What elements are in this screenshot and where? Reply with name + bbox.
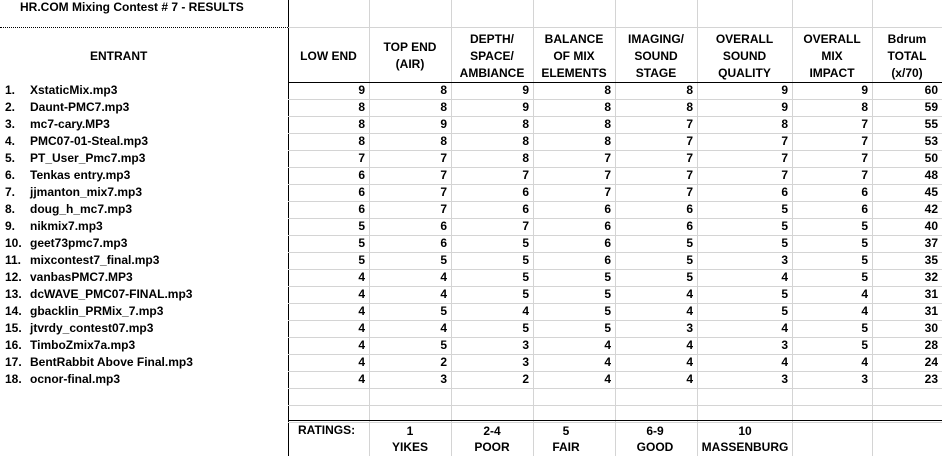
total-score-cell: 32 [924, 270, 938, 284]
score-cell: 8 [440, 134, 447, 148]
row-number: 2. [5, 100, 16, 114]
score-cell: 4 [781, 355, 788, 369]
column-header-line: IMPACT [809, 65, 855, 80]
table-row [0, 303, 942, 320]
score-cell: 5 [440, 253, 447, 267]
row-number: 7. [5, 185, 16, 199]
score-cell: 4 [861, 355, 868, 369]
score-cell: 6 [522, 202, 529, 216]
score-cell: 6 [440, 219, 447, 233]
score-cell: 4 [358, 355, 365, 369]
title-divider [0, 27, 288, 28]
score-cell: 7 [781, 168, 788, 182]
row-number: 15. [5, 321, 22, 335]
entrant-name: PMC07-01-Steal.mp3 [30, 134, 149, 148]
score-cell: 5 [781, 202, 788, 216]
score-cell: 4 [358, 338, 365, 352]
column-header-line: BALANCE [544, 31, 604, 46]
entrant-name: doug_h_mc7.mp3 [30, 202, 133, 216]
score-cell: 8 [522, 151, 529, 165]
score-cell: 9 [440, 117, 447, 131]
score-cell: 6 [861, 202, 868, 216]
score-cell: 6 [358, 168, 365, 182]
score-cell: 5 [781, 236, 788, 250]
score-cell: 5 [781, 304, 788, 318]
score-cell: 8 [358, 100, 365, 114]
column-header-line: SPACE/ [470, 48, 514, 63]
rating-value: 10 [738, 424, 752, 438]
score-cell: 5 [358, 219, 365, 233]
score-cell: 3 [781, 253, 788, 267]
table-row [0, 337, 942, 354]
rating-word: GOOD [636, 440, 674, 454]
score-cell: 9 [358, 83, 365, 97]
table-row [0, 150, 942, 167]
score-cell: 4 [861, 304, 868, 318]
score-cell: 7 [686, 185, 693, 199]
column-header-line: SOUND [634, 48, 678, 63]
row-number: 13. [5, 287, 22, 301]
score-cell: 7 [358, 151, 365, 165]
entrant-name: geet73pmc7.mp3 [30, 236, 128, 250]
column-header-line: Bdrum [887, 31, 927, 46]
entrant-name: Daunt-PMC7.mp3 [30, 100, 130, 114]
total-score-cell: 35 [924, 253, 938, 267]
score-cell: 4 [440, 270, 447, 284]
total-score-cell: 42 [924, 202, 938, 216]
score-cell: 6 [440, 236, 447, 250]
table-row [0, 116, 942, 133]
score-cell: 5 [781, 219, 788, 233]
table-row [0, 133, 942, 150]
entrant-name: dcWAVE_PMC07-FINAL.mp3 [30, 287, 193, 301]
sheet-title: HR.COM Mixing Contest # 7 - RESULTS [20, 0, 244, 14]
score-cell: 6 [686, 219, 693, 233]
entrant-name: BentRabbit Above Final.mp3 [30, 355, 193, 369]
score-cell: 7 [604, 185, 611, 199]
rating-word: POOR [474, 440, 510, 454]
score-cell: 3 [522, 355, 529, 369]
score-cell: 3 [861, 372, 868, 386]
table-row [0, 371, 942, 388]
total-score-cell: 40 [924, 219, 938, 233]
score-cell: 3 [781, 372, 788, 386]
column-header-line: TOTAL [887, 48, 927, 63]
total-score-cell: 37 [924, 236, 938, 250]
score-cell: 4 [358, 372, 365, 386]
row-number: 8. [5, 202, 16, 216]
score-cell: 7 [604, 168, 611, 182]
entrant-name: mixcontest7_final.mp3 [30, 253, 160, 267]
total-score-cell: 53 [924, 134, 938, 148]
score-cell: 7 [440, 202, 447, 216]
score-cell: 5 [861, 270, 868, 284]
score-cell: 5 [522, 270, 529, 284]
score-cell: 6 [358, 185, 365, 199]
score-cell: 5 [522, 321, 529, 335]
score-cell: 5 [861, 338, 868, 352]
score-cell: 8 [604, 117, 611, 131]
score-cell: 7 [861, 168, 868, 182]
score-cell: 4 [686, 287, 693, 301]
score-cell: 7 [686, 151, 693, 165]
column-header-line: OVERALL [715, 31, 774, 46]
total-score-cell: 55 [924, 117, 938, 131]
column-header-line: MIX [821, 48, 843, 63]
column-header [369, 30, 451, 82]
table-row [0, 354, 942, 371]
entrant-name: vanbasPMC7.MP3 [30, 270, 133, 284]
column-header-line: OF MIX [553, 48, 595, 63]
score-cell: 6 [861, 185, 868, 199]
score-cell: 9 [861, 83, 868, 97]
column-header [615, 30, 697, 82]
rating-value: 5 [562, 424, 570, 438]
row-number: 17. [5, 355, 22, 369]
entrant-name: mc7-cary.MP3 [30, 117, 110, 131]
score-cell: 4 [604, 372, 611, 386]
entrant-name: gbacklin_PRMix_7.mp3 [30, 304, 164, 318]
score-cell: 9 [522, 83, 529, 97]
row-number: 5. [5, 151, 16, 165]
total-score-cell: 24 [924, 355, 938, 369]
column-header-line: (x/70) [891, 65, 923, 80]
table-row [0, 235, 942, 252]
score-cell: 4 [861, 287, 868, 301]
score-cell: 7 [440, 151, 447, 165]
total-score-cell: 48 [924, 168, 938, 182]
entrant-name: XstaticMix.mp3 [30, 83, 118, 97]
score-cell: 4 [781, 321, 788, 335]
score-cell: 8 [604, 83, 611, 97]
entrant-name: ocnor-final.mp3 [30, 372, 121, 386]
entrant-name: TimboZmix7a.mp3 [30, 338, 136, 352]
entrant-name: jjmanton_mix7.mp3 [30, 185, 143, 199]
score-cell: 5 [604, 287, 611, 301]
row-number: 16. [5, 338, 22, 352]
column-header-line: TOP END [383, 40, 437, 54]
entrant-name: Tenkas entry.mp3 [30, 168, 131, 182]
total-score-cell: 45 [924, 185, 938, 199]
score-cell: 8 [522, 134, 529, 148]
score-cell: 5 [522, 236, 529, 250]
score-cell: 8 [604, 134, 611, 148]
score-cell: 4 [358, 321, 365, 335]
score-cell: 8 [440, 83, 447, 97]
rating-value: 1 [406, 424, 414, 438]
entrant-name: PT_User_Pmc7.mp3 [30, 151, 146, 165]
grid-hline [288, 388, 942, 389]
total-score-cell: 31 [924, 287, 938, 301]
score-cell: 6 [604, 202, 611, 216]
rating-value: 2-4 [483, 424, 501, 438]
column-header-line: LOW END [300, 48, 357, 63]
table-row [0, 320, 942, 337]
score-cell: 7 [522, 219, 529, 233]
score-cell: 5 [861, 236, 868, 250]
column-header [288, 30, 369, 82]
score-cell: 6 [522, 185, 529, 199]
score-cell: 4 [686, 355, 693, 369]
column-header [533, 30, 615, 82]
score-cell: 7 [686, 168, 693, 182]
score-cell: 5 [861, 253, 868, 267]
entrant-column-header: ENTRANT [90, 49, 148, 63]
row-number: 4. [5, 134, 16, 148]
column-header [451, 30, 533, 82]
score-cell: 3 [686, 321, 693, 335]
row-number: 12. [5, 270, 22, 284]
score-cell: 2 [440, 355, 447, 369]
table-row [0, 82, 942, 99]
column-header-line: OVERALL [803, 31, 861, 46]
score-cell: 9 [781, 83, 788, 97]
score-cell: 5 [358, 253, 365, 267]
score-cell: 5 [861, 321, 868, 335]
score-cell: 6 [604, 253, 611, 267]
row-number: 18. [5, 372, 22, 386]
score-cell: 5 [604, 270, 611, 284]
score-cell: 8 [604, 100, 611, 114]
score-cell: 4 [522, 304, 529, 318]
score-cell: 3 [440, 372, 447, 386]
score-cell: 5 [686, 270, 693, 284]
score-cell: 5 [686, 236, 693, 250]
score-cell: 8 [358, 134, 365, 148]
rating-value: 6-9 [646, 424, 664, 438]
score-cell: 4 [358, 287, 365, 301]
score-cell: 4 [440, 287, 447, 301]
table-row [0, 201, 942, 218]
score-cell: 3 [522, 338, 529, 352]
score-cell: 4 [358, 270, 365, 284]
score-cell: 7 [781, 151, 788, 165]
total-score-cell: 60 [924, 83, 938, 97]
entrant-name: jtvrdy_contest07.mp3 [30, 321, 154, 335]
score-cell: 5 [522, 253, 529, 267]
score-cell: 7 [861, 134, 868, 148]
row-number: 6. [5, 168, 16, 182]
score-cell: 6 [686, 202, 693, 216]
row-number: 14. [5, 304, 22, 318]
score-cell: 8 [522, 117, 529, 131]
score-cell: 3 [781, 338, 788, 352]
score-cell: 4 [440, 321, 447, 335]
score-cell: 5 [861, 219, 868, 233]
column-header-line: IMAGING/ [628, 31, 684, 46]
score-cell: 5 [522, 287, 529, 301]
grid-hline [288, 405, 942, 406]
score-cell: 8 [686, 83, 693, 97]
total-score-cell: 23 [924, 372, 938, 386]
column-header-line: AMBIANCE [459, 65, 525, 80]
score-cell: 7 [781, 134, 788, 148]
column-header [792, 30, 872, 82]
column-header-line: SOUND [722, 48, 767, 63]
score-cell: 8 [358, 117, 365, 131]
score-cell: 9 [781, 100, 788, 114]
row-number: 9. [5, 219, 16, 233]
total-score-cell: 59 [924, 100, 938, 114]
score-cell: 4 [781, 270, 788, 284]
score-cell: 7 [440, 168, 447, 182]
row-number: 11. [5, 253, 22, 267]
row-number: 3. [5, 117, 16, 131]
score-cell: 4 [686, 304, 693, 318]
row-number: 10. [5, 236, 22, 250]
table-row [0, 269, 942, 286]
column-header-line: (AIR) [395, 57, 425, 71]
score-cell: 4 [358, 304, 365, 318]
total-score-cell: 30 [924, 321, 938, 335]
table-row [0, 252, 942, 269]
score-cell: 6 [781, 185, 788, 199]
score-cell: 5 [781, 287, 788, 301]
rating-word: YIKES [391, 440, 428, 454]
column-header-line: QUALITY [718, 65, 771, 80]
score-cell: 7 [604, 151, 611, 165]
rating-word: FAIR [552, 440, 580, 454]
grid-hline [288, 27, 942, 28]
total-score-cell: 28 [924, 338, 938, 352]
score-cell: 4 [686, 338, 693, 352]
score-cell: 8 [861, 100, 868, 114]
score-cell: 4 [686, 372, 693, 386]
table-row [0, 99, 942, 116]
column-header-line: ELEMENTS [541, 65, 607, 80]
score-cell: 7 [861, 117, 868, 131]
ratings-divider [288, 420, 942, 421]
entrant-name: nikmix7.mp3 [30, 219, 103, 233]
score-cell: 5 [604, 304, 611, 318]
score-cell: 6 [604, 236, 611, 250]
table-row [0, 167, 942, 184]
table-row [0, 218, 942, 235]
ratings-label: RATINGS: [298, 423, 356, 437]
score-cell: 8 [440, 100, 447, 114]
column-header-line: STAGE [635, 65, 677, 80]
score-cell: 7 [522, 168, 529, 182]
row-number: 1. [5, 83, 16, 97]
column-header [697, 30, 792, 82]
score-cell: 8 [686, 100, 693, 114]
table-row [0, 184, 942, 201]
score-cell: 5 [686, 253, 693, 267]
score-cell: 5 [440, 338, 447, 352]
score-cell: 5 [440, 304, 447, 318]
table-row [0, 286, 942, 303]
score-cell: 7 [686, 117, 693, 131]
score-cell: 8 [781, 117, 788, 131]
column-header-line: DEPTH/ [469, 31, 514, 46]
score-cell: 4 [604, 355, 611, 369]
score-cell: 2 [522, 372, 529, 386]
total-score-cell: 31 [924, 304, 938, 318]
score-cell: 6 [604, 219, 611, 233]
score-cell: 7 [861, 151, 868, 165]
score-cell: 4 [604, 338, 611, 352]
score-cell: 7 [686, 134, 693, 148]
score-cell: 5 [604, 321, 611, 335]
score-cell: 7 [440, 185, 447, 199]
column-header [872, 30, 942, 82]
score-cell: 5 [358, 236, 365, 250]
score-cell: 9 [522, 100, 529, 114]
score-cell: 6 [358, 202, 365, 216]
rating-word: MASSENBURG [701, 440, 789, 454]
total-score-cell: 50 [924, 151, 938, 165]
